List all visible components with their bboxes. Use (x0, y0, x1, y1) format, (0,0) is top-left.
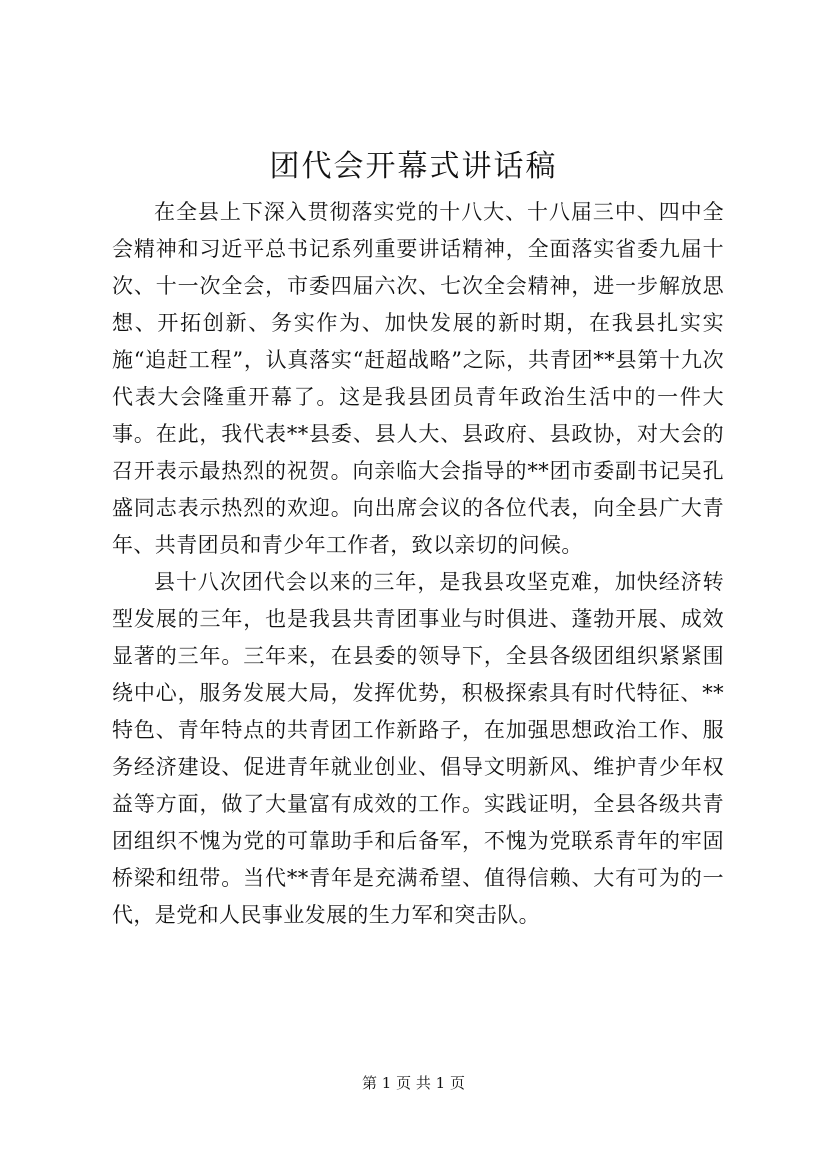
document-title: 团代会开幕式讲话稿 (269, 149, 558, 184)
paragraph-1: 在全县上下深入贯彻落实党的十八大、十八届三中、四中全会精神和习近平总书记系列重要讲话精神，全面落实省委九届十次、十一次全会，市委四届六次、七次全会精神，进一步解放思想、开拓创新、务实作为、加快发展的新时期，在我县扎实实施“追赶工程”，认真落实“赶超战略”之际，共青团**县第十九次代表大会隆重开幕了。这是我县团员青年政治生活中的一件大事。在此，我代表**县委、县人大、县政府、县政协，对大会的召开表示最热烈的祝贺。向亲临大会指导的**团市委副书记吴孔盛同志表示热烈的欢迎。向出席会议的各位代表，向全县广大青年、共青团员和青少年工作者，致以亲切的问候。 (112, 200, 724, 557)
page-footer: 第 1 页 共 1 页 (362, 1074, 465, 1092)
document-body (112, 194, 724, 934)
paragraph-2: 县十八次团代会以来的三年，是我县攻坚克难，加快经济转型发展的三年，也是我县共青团事业与时俱进、蓬勃开展、成效显著的三年。三年来，在县委的领导下，全县各级团组织紧紧围绕中心，服务发展大局，发挥优势，积极探索具有时代特征、**特色、青年特点的共青团工作新路子，在加强思想政治工作、服务经济建设、促进青年就业创业、倡导文明新风、维护青少年权益等方面，做了大量富有成效的工作。实践证明，全县各级共青团组织不愧为党的可靠助手和后备军，不愧为党联系青年的牢固桥梁和纽带。当代**青年是充满希望、值得信赖、大有可为的一代，是党和人民事业发展的生力军和突击队。 (112, 570, 724, 927)
